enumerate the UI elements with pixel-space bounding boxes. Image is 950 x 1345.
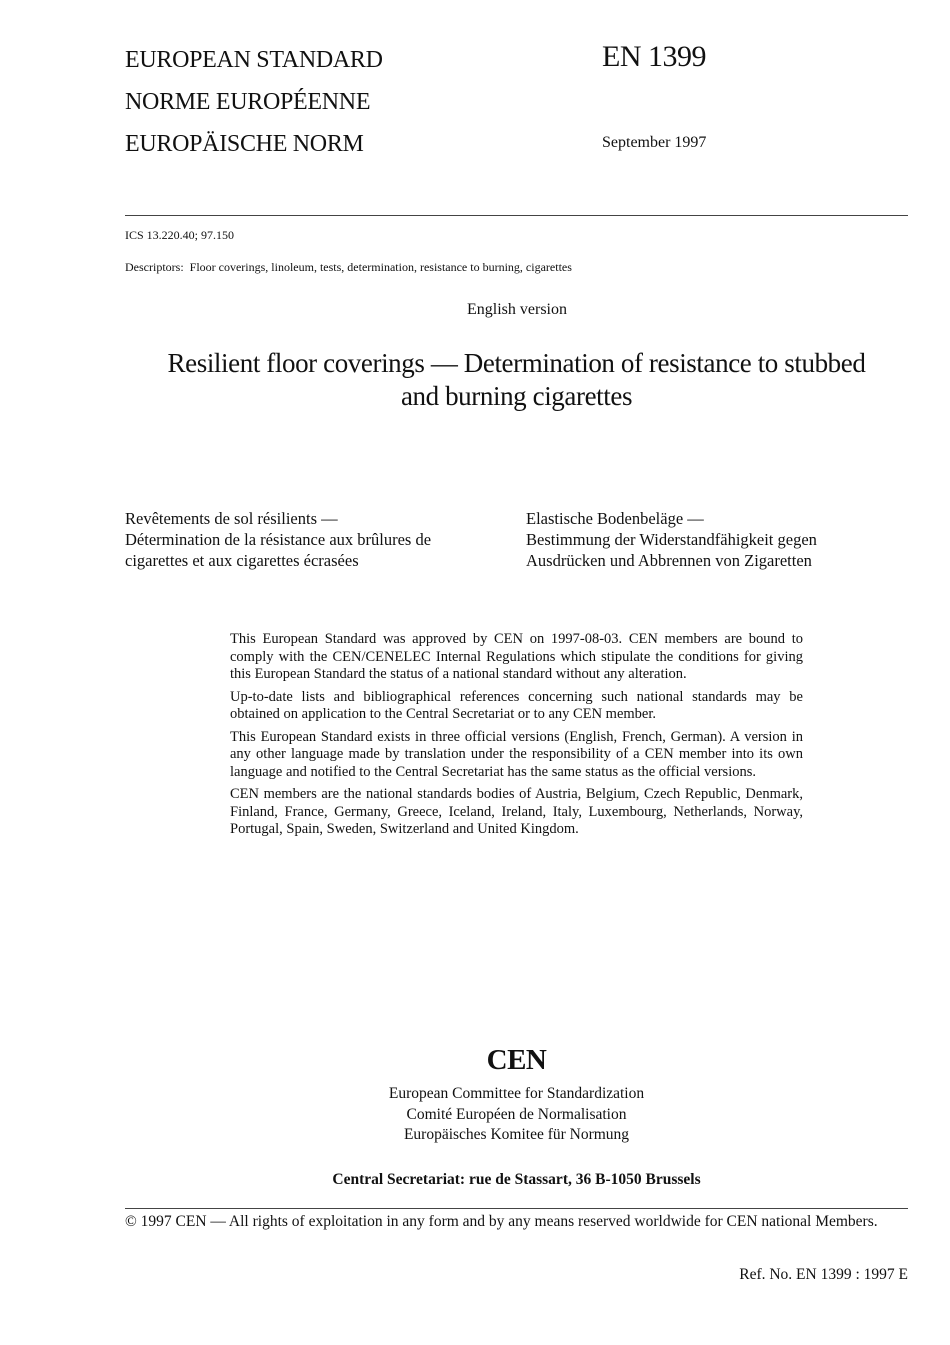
references-paragraph: Up-to-date lists and bibliographical references concerning such national standards may be obtained on application to the Central Secretariat or to any CEN member. (230, 688, 803, 722)
members-paragraph: CEN members are the national standards bodies of Austria, Belgium, Czech Republic, Denmark, Finland, France, Germany, Greece, Iceland, Ireland, Italy, Luxembourg, Netherlands, Norway, Portugal, Spain, Sweden, Switzerland and United Kingdom. (230, 786, 803, 837)
version-label: English version (467, 301, 567, 318)
descriptors: Descriptors: Floor coverings, linoleum, tests, determination, resistance to burning, cigarettes (125, 260, 572, 274)
title-german-line: Bestimmung der Widerstandfähigkeit gegen (526, 530, 817, 549)
title-french-line: Revêtements de sol résilients — (125, 509, 338, 528)
secretariat-address: Central Secretariat: rue de Stassart, 36 B-1050 Brussels (332, 1171, 701, 1188)
document-title-line-1: Resilient floor coverings — Determination of resistance to stubbed (167, 348, 866, 378)
standard-number: EN 1399 (602, 40, 706, 73)
approval-statement (230, 631, 803, 844)
title-german-line: Ausdrücken und Abbrennen von Zigaretten (526, 551, 812, 570)
title-german-line: Elastische Bodenbeläge — (526, 509, 704, 528)
standard-title-en: EUROPEAN STANDARD (125, 47, 383, 73)
org-name-en: European Committee for Standardization (388, 1085, 645, 1102)
standard-title-de: EUROPÄISCHE NORM (125, 131, 364, 157)
title-german (526, 508, 906, 571)
org-name-fr: Comité Européen de Normalisation (406, 1106, 627, 1123)
document-title-line-2: and burning cigarettes (400, 381, 633, 411)
ics-code: ICS 13.220.40; 97.150 (125, 228, 235, 242)
title-french (125, 508, 505, 571)
reference-number: Ref. No. EN 1399 : 1997 E (739, 1266, 908, 1283)
org-name-de: Europäisches Komitee für Normung (403, 1126, 630, 1143)
title-french-line: cigarettes et aux cigarettes écrasées (125, 551, 359, 570)
title-french-line: Détermination de la résistance aux brûlures de (125, 530, 432, 549)
publication-date: September 1997 (602, 134, 707, 151)
copyright-notice: © 1997 CEN — All rights of exploitation in any form and by any means reserved worldwide for CEN national Members. (125, 1213, 878, 1230)
footer-divider (125, 1208, 908, 1209)
cen-logo: CEN (486, 1044, 547, 1076)
approval-paragraph: This European Standard was approved by CEN on 1997-08-03. CEN members are bound to comply with the CEN/CENELEC Internal Regulations which stipulate the conditions for giving this European Standard the status of a national standard without any alteration. (230, 631, 803, 682)
document-title (125, 347, 908, 413)
standard-title-fr: NORME EUROPÉENNE (125, 89, 371, 115)
header-divider (125, 215, 908, 216)
versions-paragraph: This European Standard exists in three official versions (English, French, German). A version in any other language made by translation under the responsibility of a CEN member into its own language and notified to the Central Secretariat has the same status as the official versions. (230, 728, 803, 780)
